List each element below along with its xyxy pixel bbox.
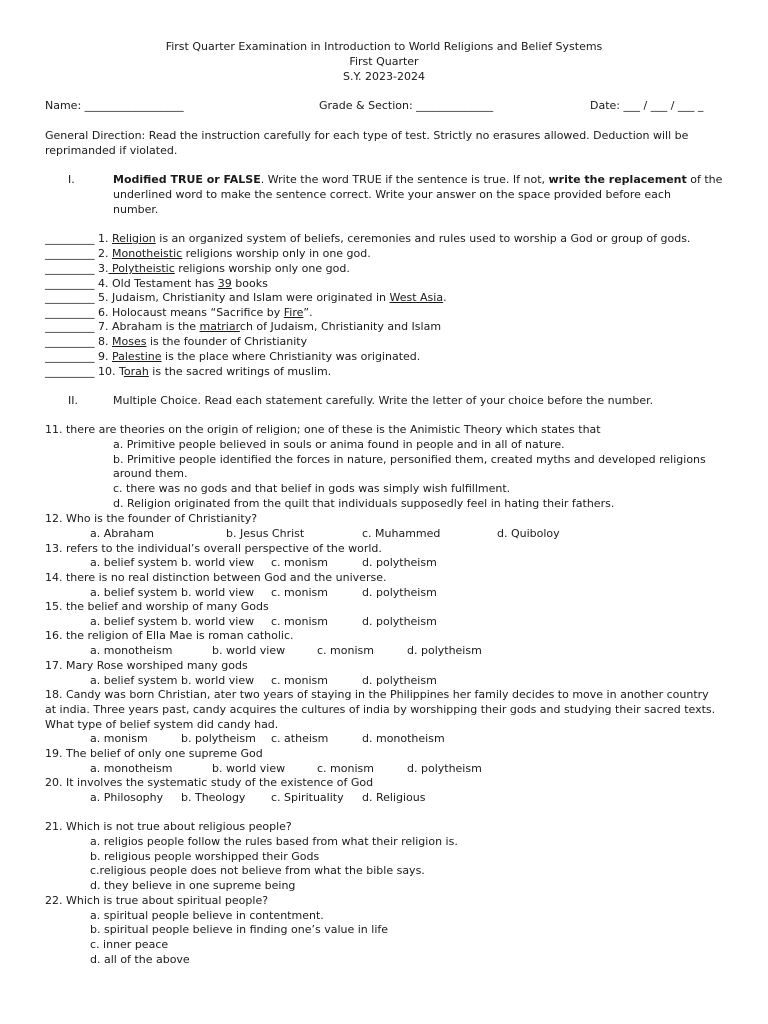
question-20-choice-a: a. Philosophy <box>90 791 164 804</box>
part-1-direction-line-3: number. <box>113 203 159 216</box>
question-22-choice-c: c. inner peace <box>90 938 169 951</box>
question-18-stem-line-1: 18. Candy was born Christian, ater two years of staying in the Philippines her family decides to move in another country <box>45 688 709 701</box>
question-21-choice-a: a. religios people follow the rules based from what their religion is. <box>90 835 458 848</box>
question-12-choice-c: c. Muhammed <box>362 527 441 540</box>
question-19-choice-b: b. world view <box>212 762 286 775</box>
question-13-stem: 13. refers to the individual’s overall perspective of the world. <box>45 542 382 555</box>
tf-item-4: _________ 4. Old Testament has 39 books <box>45 277 268 290</box>
general-direction-line-1: General Direction: Read the instruction carefully for each type of test. Strictly no erasures allowed. Deduction will be <box>45 129 689 142</box>
question-22-stem: 22. Which is true about spiritual people? <box>45 894 269 907</box>
tf-item-8: _________ 8. Moses is the founder of Christianity <box>45 335 308 348</box>
tf-item-1: _________ 1. Religion is an organized system of beliefs, ceremonies and rules used to worship a God or group of gods. <box>45 232 691 245</box>
question-17-choice-d: d. polytheism <box>362 674 437 687</box>
question-12-choice-a: a. Abraham <box>90 527 154 540</box>
question-18-choice-c: c. atheism <box>271 732 329 745</box>
question-17-choices-ab: a. belief system b. world view <box>90 674 255 687</box>
grade-section-field: Grade & Section: ______________ <box>319 99 494 112</box>
question-20-choice-c: c. Spirituality <box>271 791 344 804</box>
question-14-choice-c: c. monism <box>271 586 328 599</box>
question-20-choice-d: d. Religious <box>362 791 426 804</box>
question-19-choice-d: d. polytheism <box>407 762 482 775</box>
exam-title: First Quarter Examination in Introduction to World Religions and Belief Systems <box>165 40 603 53</box>
question-22-choice-d: d. all of the above <box>90 953 190 966</box>
question-13-choice-d: d. polytheism <box>362 556 437 569</box>
question-12-stem: 12. Who is the founder of Christianity? <box>45 512 258 525</box>
question-12-choice-d: d. Quiboloy <box>497 527 560 540</box>
question-22-choice-b: b. spiritual people believe in finding one’s value in life <box>90 923 389 936</box>
question-20-choice-b: b. Theology <box>181 791 246 804</box>
tf-item-5: _________ 5. Judaism, Christianity and Islam were originated in West Asia. <box>45 291 447 304</box>
tf-item-10: _________ 10. Torah is the sacred writings of muslim. <box>45 365 332 378</box>
name-field: Name: __________________ <box>45 99 184 112</box>
question-11-choice-b-cont: around them. <box>113 467 188 480</box>
question-17-stem: 17. Mary Rose worshiped many gods <box>45 659 248 672</box>
quarter-label: First Quarter <box>349 55 419 68</box>
question-16-choice-d: d. polytheism <box>407 644 482 657</box>
question-16-stem: 16. the religion of Ella Mae is roman catholic. <box>45 629 294 642</box>
question-18-choice-d: d. monotheism <box>362 732 445 745</box>
question-13-choice-c: c. monism <box>271 556 328 569</box>
question-17-choice-c: c. monism <box>271 674 328 687</box>
question-11-choice-c: c. there was no gods and that belief in gods was simply wish fulfillment. <box>113 482 511 495</box>
question-11-stem: 11. there are theories on the origin of religion; one of these is the Animistic Theory which states that <box>45 423 601 436</box>
question-14-choices-ab: a. belief system b. world view <box>90 586 255 599</box>
question-16-choice-c: c. monism <box>317 644 374 657</box>
part-2-numeral: II. <box>68 394 78 407</box>
part-2-direction: Multiple Choice. Read each statement carefully. Write the letter of your choice before the number. <box>113 394 654 407</box>
question-11-choice-b: b. Primitive people identified the forces in nature, personified them, created myths and developed religions <box>113 453 706 466</box>
tf-item-2: _________ 2. Monotheistic religions worship only in one god. <box>45 247 371 260</box>
question-15-choices-ab: a. belief system b. world view <box>90 615 255 628</box>
question-18-choice-a: a. monism <box>90 732 148 745</box>
tf-item-9: _________ 9. Palestine is the place where Christianity was originated. <box>45 350 421 363</box>
question-13-choices-ab: a. belief system b. world view <box>90 556 255 569</box>
part-1-direction-line-2: underlined word to make the sentence correct. Write your answer on the space provided before each <box>113 188 671 201</box>
question-12-choice-b: b. Jesus Christ <box>226 527 305 540</box>
question-15-stem: 15. the belief and worship of many Gods <box>45 600 269 613</box>
question-21-choice-c: c.religious people does not believe from what the bible says. <box>90 864 425 877</box>
date-field: Date: ___ / ___ / ___ _ <box>590 99 704 112</box>
question-19-choice-a: a. monotheism <box>90 762 173 775</box>
question-14-choice-d: d. polytheism <box>362 586 437 599</box>
school-year: S.Y. 2023-2024 <box>343 70 425 83</box>
part-1-numeral: I. <box>68 173 75 186</box>
tf-item-6: _________ 6. Holocaust means “Sacrifice by Fire”. <box>45 306 313 319</box>
question-11-choice-d: d. Religion originated from the quilt that individuals supposedly feel in hating their fathers. <box>113 497 615 510</box>
general-direction-line-2: reprimanded if violated. <box>45 144 178 157</box>
question-21-choice-b: b. religious people worshipped their Gods <box>90 850 320 863</box>
tf-item-3: _________ 3. Polytheistic religions worship only one god. <box>45 262 350 275</box>
question-15-choice-d: d. polytheism <box>362 615 437 628</box>
question-18-stem-line-2: at india. Three years past, candy acquires the cultures of india by worshipping their gods and studying their sacred texts. <box>45 703 716 716</box>
tf-item-7: _________ 7. Abraham is the matriarch of Judaism, Christianity and Islam <box>45 320 442 333</box>
question-21-choice-d: d. they believe in one supreme being <box>90 879 296 892</box>
question-18-choice-b: b. polytheism <box>181 732 256 745</box>
question-19-stem: 19. The belief of only one supreme God <box>45 747 263 760</box>
question-11-choice-a: a. Primitive people believed in souls or anima found in people and in all of nature. <box>113 438 565 451</box>
question-18-stem-line-3: What type of belief system did candy had. <box>45 718 279 731</box>
question-16-choice-a: a. monotheism <box>90 644 173 657</box>
question-15-choice-c: c. monism <box>271 615 328 628</box>
part-1-title: Modified TRUE or FALSE <box>113 173 261 186</box>
question-22-choice-a: a. spiritual people believe in contentment. <box>90 909 324 922</box>
part-1-direction-line-1: Modified TRUE or FALSE. Write the word TRUE if the sentence is true. If not, write the replacement of the <box>113 173 723 186</box>
question-20-stem: 20. It involves the systematic study of the existence of God <box>45 776 374 789</box>
question-19-choice-c: c. monism <box>317 762 374 775</box>
question-14-stem: 14. there is no real distinction between God and the universe. <box>45 571 387 584</box>
question-16-choice-b: b. world view <box>212 644 286 657</box>
question-21-stem: 21. Which is not true about religious people? <box>45 820 292 833</box>
